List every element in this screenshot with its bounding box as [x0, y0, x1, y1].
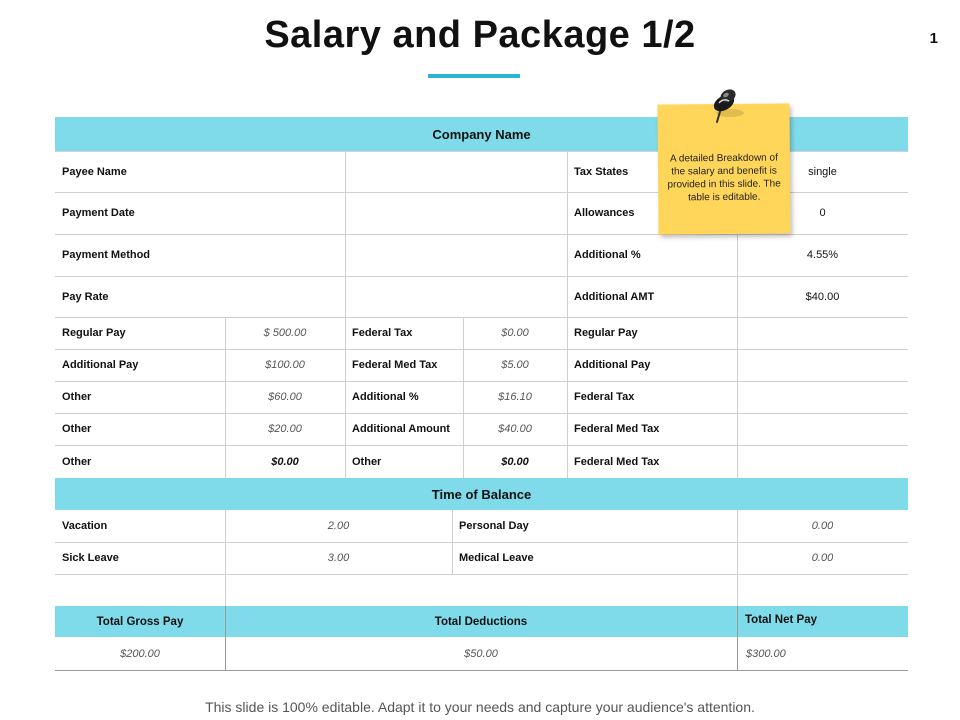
payment-date-value[interactable] — [345, 192, 567, 234]
totals-header-row — [55, 606, 908, 637]
deduction-label: Federal Med Tax — [352, 359, 438, 371]
title-underline — [428, 74, 520, 78]
summary-label: Federal Med Tax — [574, 455, 660, 468]
payment-method-label: Payment Method — [62, 249, 151, 261]
footer-text: This slide is 100% editable. Adapt it to your needs and capture your audience's attention. — [205, 699, 755, 715]
push-pin-icon — [704, 84, 748, 128]
grid-line — [55, 276, 908, 277]
balance-empty-row — [55, 574, 908, 606]
total-gross-pay-label: Total Gross Pay — [96, 615, 184, 628]
grid-line — [225, 317, 226, 478]
tax-states-value[interactable]: single — [808, 165, 837, 178]
payee-name-value[interactable] — [345, 151, 567, 192]
pay-row — [55, 317, 908, 349]
slide-title: Salary and Package 1/2 — [264, 14, 696, 56]
additional-amt-value[interactable]: $40.00 — [805, 290, 840, 303]
grid-line — [225, 606, 226, 670]
summary-label: Additional Pay — [574, 359, 651, 371]
personal-day-value[interactable]: 0.00 — [811, 520, 834, 532]
pay-value[interactable]: $60.00 — [268, 391, 302, 403]
deduction-value[interactable]: $40.00 — [498, 423, 532, 435]
pay-row — [55, 349, 908, 381]
grid-line — [463, 317, 464, 478]
grid-line — [452, 510, 453, 574]
medical-leave-label: Medical Leave — [459, 552, 534, 564]
deduction-value[interactable]: $5.00 — [501, 359, 529, 371]
pay-value[interactable]: $ 500.00 — [263, 327, 307, 339]
sick-leave-label: Sick Leave — [62, 552, 119, 564]
grid-line — [55, 574, 908, 575]
total-deductions-value[interactable]: $50.00 — [464, 647, 498, 660]
sick-leave-value[interactable]: 3.00 — [327, 552, 350, 564]
deduction-label: Additional % — [352, 391, 419, 403]
personal-day-label: Personal Day — [459, 520, 529, 532]
summary-label: Federal Tax — [574, 391, 635, 403]
pay-row — [55, 381, 908, 413]
total-gross-pay-value[interactable]: $200.00 — [120, 647, 160, 660]
grid-line — [55, 349, 908, 350]
info-row — [55, 276, 908, 317]
summary-label: Federal Med Tax — [574, 423, 660, 435]
pay-row — [55, 413, 908, 445]
company-name-header[interactable]: Company Name — [55, 117, 908, 151]
deduction-label: Federal Tax — [352, 327, 413, 339]
additional-percent-value[interactable]: 4.55% — [806, 249, 839, 261]
grid-line — [55, 317, 908, 318]
pay-value[interactable]: $0.00 — [271, 455, 299, 468]
grid-line — [55, 413, 908, 414]
pay-rate-value[interactable] — [345, 276, 567, 317]
grid-line — [737, 510, 738, 606]
grid-line — [345, 151, 346, 478]
additional-percent-label: Additional % — [574, 249, 641, 261]
summary-label: Regular Pay — [574, 327, 638, 339]
pay-value[interactable]: $20.00 — [268, 423, 302, 435]
allowances-label: Allowances — [574, 207, 635, 219]
grid-line — [225, 510, 226, 606]
deduction-label: Additional Amount — [352, 423, 450, 435]
sticky-note-text: A detailed Breakdown of the salary and benefit is provided in this slide. The table is editable. — [667, 152, 781, 204]
deduction-value[interactable]: $0.00 — [501, 455, 529, 468]
deduction-label: Other — [352, 455, 382, 468]
allowances-value[interactable]: 0 — [819, 207, 826, 219]
pay-row — [55, 445, 908, 478]
payment-date-label: Payment Date — [62, 207, 135, 219]
pay-label: Regular Pay — [62, 327, 126, 339]
grid-line — [55, 445, 908, 446]
total-net-pay-label: Total Net Pay — [745, 614, 817, 626]
summary-value[interactable] — [737, 445, 908, 478]
payee-name-label: Payee Name — [62, 165, 127, 178]
pay-value[interactable]: $100.00 — [265, 359, 305, 371]
grid-line — [55, 542, 908, 543]
deduction-value[interactable]: $16.10 — [498, 391, 532, 403]
deduction-value[interactable]: $0.00 — [501, 327, 529, 339]
summary-value[interactable] — [737, 381, 908, 413]
page-number: 1 — [929, 30, 938, 47]
pay-label: Other — [62, 391, 92, 403]
additional-amt-label: Additional AMT — [574, 290, 655, 303]
pay-label: Other — [62, 423, 92, 435]
medical-leave-value[interactable]: 0.00 — [811, 552, 834, 564]
pay-label: Other — [62, 455, 92, 468]
grid-line — [737, 606, 738, 670]
balance-row — [55, 510, 908, 542]
grid-line — [55, 381, 908, 382]
pay-rate-label: Pay Rate — [62, 290, 109, 303]
tax-states-label: Tax States — [574, 165, 629, 178]
summary-value[interactable] — [737, 413, 908, 445]
info-row — [55, 234, 908, 276]
balance-row — [55, 542, 908, 574]
total-deductions-label: Total Deductions — [434, 615, 528, 628]
grid-line — [55, 234, 908, 235]
total-net-pay-value[interactable]: $300.00 — [746, 647, 786, 660]
totals-value-row — [55, 637, 908, 670]
payment-method-value[interactable] — [345, 234, 567, 276]
vacation-value[interactable]: 2.00 — [327, 520, 350, 532]
grid-line — [55, 670, 908, 671]
time-of-balance-header[interactable]: Time of Balance — [55, 478, 908, 510]
vacation-label: Vacation — [62, 520, 108, 532]
summary-value[interactable] — [737, 317, 908, 349]
pay-label: Additional Pay — [62, 359, 139, 371]
summary-value[interactable] — [737, 349, 908, 381]
grid-line — [567, 151, 568, 478]
